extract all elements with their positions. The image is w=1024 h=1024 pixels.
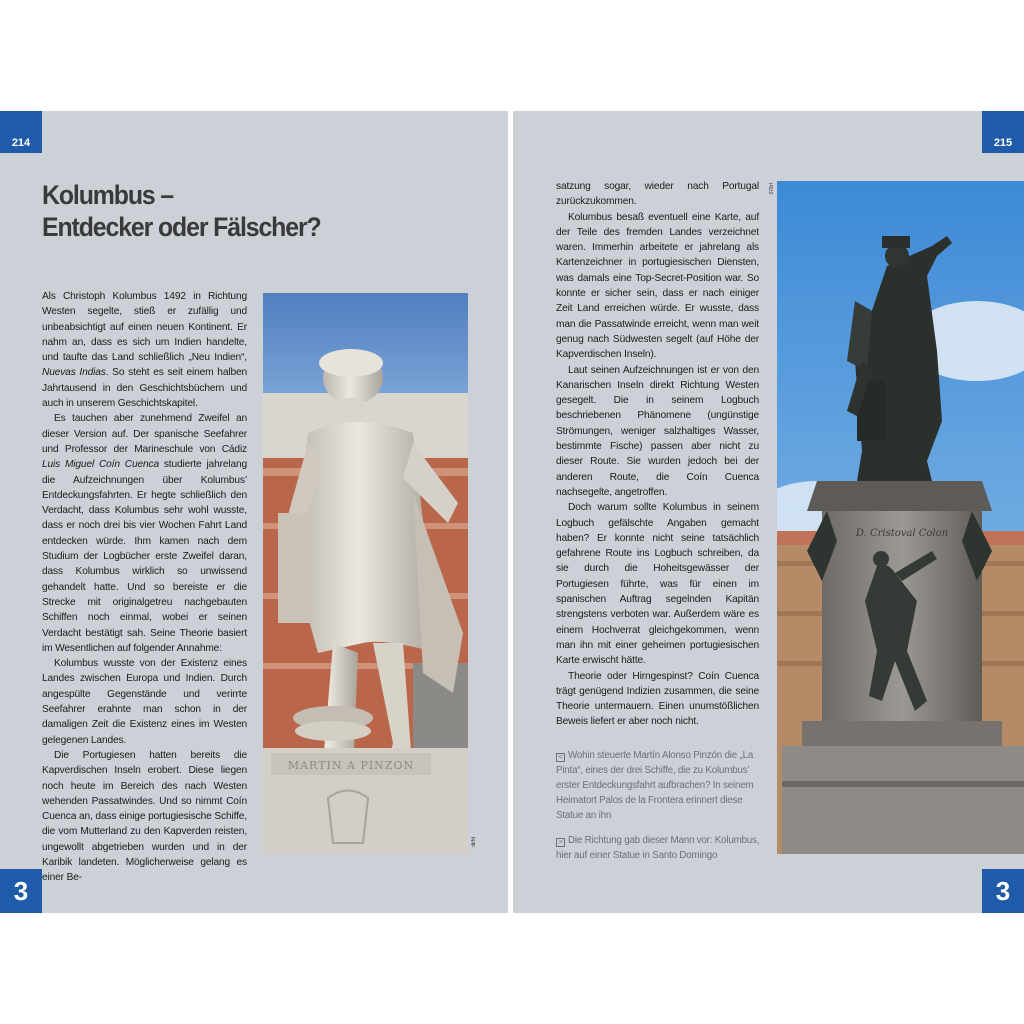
arrow-right-icon: > — [556, 838, 565, 847]
title-line-2: Entdecker oder Fälscher? — [42, 212, 321, 242]
body-paragraph — [42, 289, 247, 411]
photo-caption — [556, 748, 761, 823]
chapter-tab-right: 3 — [982, 869, 1024, 913]
body-paragraph — [556, 500, 759, 668]
page-number-left: 214 — [0, 111, 42, 153]
paragraph-text: Die Portugiesen hatten bereits die Kapverdischen Inseln erobert. Diese liegen noch heute im Bereich des nach Westen wehenden Passatwindes. Und so nimmt Coín Cuenca an, dass einige portugiesische Schiffe, die vom Mutterland zu den Kapverden reisten, ungewollt abgetrieben wurden und in der Karibik landeten. Möglicherweise gelang es einer Be- — [42, 749, 247, 884]
columbus-monument-photo — [777, 181, 1024, 854]
arrow-left-icon: < — [556, 753, 565, 762]
photo-credit-right: 078rf — [769, 183, 775, 195]
paragraph-text: Kolumbus wusste von der Existenz eines Landes zwischen Europa und Indien. Durch angespülte Gegenstände und verirrte Seefahrer erahnte man schon in der damaligen Zeit die Existenz eines im Westen gelegenen Landes. — [42, 658, 247, 746]
paragraph-text: studierte jahrelang die Aufzeichnungen über Kolumbus’ Entdeckungsfahrten. Er hegte schließlich den Verdacht, dass Kolumbus sehr wohl wusste, dass er noch drei bis vier Wochen Fahrt Land entdecken würde. Ihm kamen nach dem Studium der Logbücher erste Zweifel daran, dass Kolumbus wirklich so unwissend gehandelt hatte. Und so bereiste er die Strecke mit originalgetreu nachgebauten Schiffen noch einmal, wobei er seinen Verdacht bestätigt sah. Seine Theorie basiert im Wesentlichen auf folgender Annahme: — [42, 459, 248, 654]
right-page — [513, 111, 1024, 913]
emphasized-text: Nuevas Indias — [42, 367, 106, 379]
paragraph-text: Laut seinen Aufzeichnungen ist er von den Kanarischen Inseln direkt Richtung Westen gesegelt. Die in seinem Logbuch beschriebenen Phänomene (ungünstige Strömungen, weniger salzhaltiges Wasser, bestimmte Fische) passen aber nicht zu dieser Route. Sie wurden jedoch bei der anderen Route, die Coín Cuenca nachsegelte, angetroffen. — [556, 364, 759, 498]
paragraph-text: Doch warum sollte Kolumbus in seinem Logbuch gefälschte Angaben gemacht haben? Er konnte nicht seine tatsächlich gefahrene Route ins Logbuch schreiben, da sie durch die Hoheitsgewässer der Portugiesen führte, was für einen im spanischen Auftrag segelnden Kapitän strengstens verboten war. Außerdem wäre es einem Hochverrat gleichgekommen, wenn man ihn mit einer geheimen portugiesischen Karte erwischt hätte. — [556, 502, 759, 667]
body-paragraph — [556, 363, 759, 501]
paragraph-text: Es tauchen aber zunehmend Zweifel an dieser Version auf. Der spanische Seefahrer und Professor der Marineschule von Cádiz — [42, 413, 247, 455]
article-title — [42, 179, 321, 243]
paragraph-text: Theorie oder Hirngespinst? Coín Cuenca trägt genügend Indizien zusammen, die seine Theorie untermauern. Einen unumstößlichen Beweis liefert er aber noch nicht. — [556, 670, 759, 728]
body-paragraph — [556, 210, 759, 363]
body-paragraph — [42, 748, 247, 886]
paragraph-text: satzung sogar, wieder nach Portugal zurückzukommen. — [556, 181, 759, 208]
emphasized-text: Luis Miguel Coín Cuenca — [42, 459, 159, 471]
caption-text: Wohin steuerte Martín Alonso Pinzón die „La Pinta“, eines der drei Schiffe, die zu Kolumbus’ erster Entdeckungsfahrt aufbrachen? In seinem Heimatort Palos de la Frontera erinnert diese Statue an ihn — [556, 750, 754, 821]
left-page — [0, 111, 508, 913]
body-paragraph — [42, 411, 247, 656]
statue-inscription: MARTIN A PINZON — [287, 759, 415, 772]
body-text-right — [556, 179, 759, 730]
photo-caption — [556, 833, 761, 863]
paragraph-text: Als Christoph Kolumbus 1492 in Richtung Westen segelte, stieß er zufällig und unbeabsichtigt auf einen neuen Kontinent. Er nahm an, dass es sich um Indien handelte, und taufte das Land schließlich „Neu Indien“, — [42, 291, 247, 364]
photo-credit-left: dt/fd — [471, 837, 477, 847]
photo-captions — [556, 748, 761, 873]
body-paragraph — [556, 669, 759, 730]
body-paragraph — [556, 179, 759, 210]
caption-text: Die Richtung gab dieser Mann vor: Kolumbus, hier auf einer Statue in Santo Domingo — [556, 835, 760, 861]
body-paragraph — [42, 656, 247, 748]
pinzon-statue-photo — [263, 293, 468, 854]
body-text-left — [42, 289, 247, 886]
paragraph-text: Kolumbus besaß eventuell eine Karte, auf der Teile des fremden Landes verzeichnet waren. Immerhin arbeitete er jahrelang als Kartenzeichner in portugiesischen Diensten, was damals eine Top-Secret-Position war. So konnte er sicher sein, dass er nach einiger Zeit Land erreichen würde. Er wusste, dass man die Passatwinde erreicht, wenn man weit genug nach Südwesten segelt (auf Höhe der Kapverdischen Inseln). — [556, 211, 759, 361]
paragraph-text: . So steht es seit einem halben Jahrtausend in den Geschichtsbüchern und auch in unserem Geschichtskapitel. — [42, 367, 247, 410]
title-line-1: Kolumbus – — [42, 180, 174, 210]
chapter-tab-left: 3 — [0, 869, 42, 913]
page-number-right: 215 — [982, 111, 1024, 153]
monument-inscription: D. Cristoval Colon — [855, 528, 949, 539]
